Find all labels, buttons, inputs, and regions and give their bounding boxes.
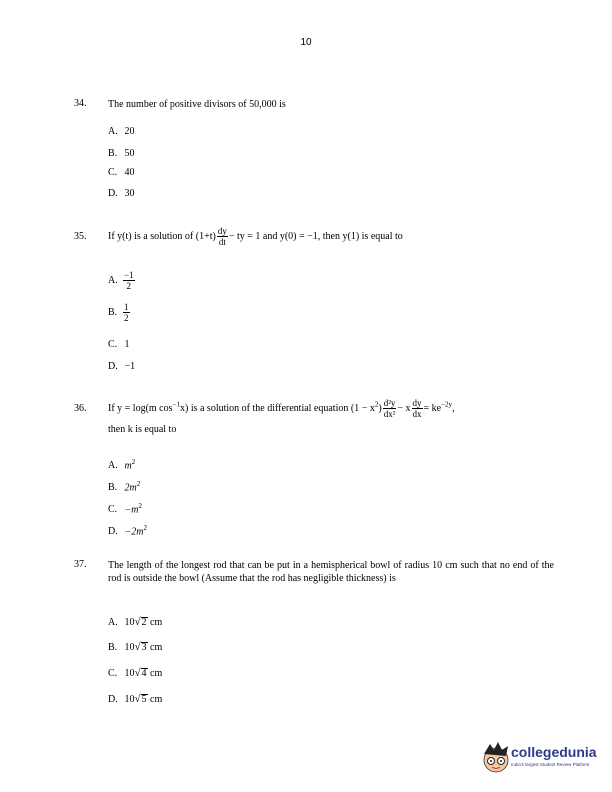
- option-a: [108, 270, 136, 291]
- option-a: [108, 616, 162, 628]
- fraction-numerator: d²y: [383, 398, 396, 408]
- fraction: [217, 226, 228, 247]
- option-b: [108, 302, 131, 323]
- radicand: 4: [141, 668, 147, 679]
- option-unit: cm: [150, 668, 163, 679]
- option-coefficient: 10: [124, 668, 135, 679]
- fraction: [123, 302, 130, 323]
- option-a: [108, 126, 135, 137]
- option-c: [108, 667, 162, 679]
- fraction-denominator: dx: [412, 409, 422, 419]
- question-text-part: If y = log(m cos: [108, 402, 173, 414]
- fraction-denominator: 2: [126, 281, 132, 291]
- option-label: D.: [108, 526, 118, 538]
- option-text: 40: [124, 167, 135, 178]
- radical-sign-icon: √: [134, 616, 141, 628]
- option-d: [108, 188, 135, 199]
- logo-tagline: India's largest Student Review Platform: [511, 762, 590, 767]
- fraction: [412, 398, 423, 419]
- option-text: 50: [124, 148, 135, 159]
- option-text: 1: [124, 339, 130, 350]
- superscript: 2: [143, 524, 147, 532]
- option-unit: cm: [150, 617, 163, 628]
- option-label: D.: [108, 361, 118, 372]
- question-text: [108, 398, 554, 419]
- question-text: The length of the longest rod that can be put in a hemispherical bowl of radius 10 cm such that no end of the rod is outside the bowl (Assume that the rod has negligible thickness) is: [108, 560, 554, 584]
- option-label: A.: [108, 126, 118, 137]
- option-label: B.: [108, 642, 118, 653]
- option-unit: cm: [150, 642, 163, 653]
- option-coefficient: 10: [124, 694, 135, 705]
- fraction-denominator: dx²: [383, 409, 396, 419]
- superscript: 2: [374, 400, 379, 409]
- option-label: D.: [108, 188, 118, 199]
- question-text-part: ): [378, 402, 382, 414]
- question-34: [74, 98, 554, 111]
- question-text-part: − x: [397, 402, 411, 414]
- option-coefficient: 10: [124, 642, 135, 653]
- fraction-numerator: dy: [412, 398, 422, 408]
- fraction: [383, 398, 397, 419]
- question-text-part: x) is a solution of the differential equation (1 − x: [179, 402, 375, 414]
- option-b: [108, 641, 162, 653]
- superscript: 2: [131, 458, 136, 466]
- option-c: [108, 339, 130, 350]
- question-text-part: ,: [452, 402, 455, 414]
- option-d: [108, 361, 135, 372]
- superscript: −2y: [441, 400, 453, 409]
- question-number: 35.: [74, 231, 87, 242]
- radicand: 2: [141, 617, 147, 628]
- option-label: A.: [108, 460, 118, 472]
- fraction-denominator: 2: [124, 313, 129, 323]
- radicand: 5: [141, 694, 147, 705]
- option-label: B.: [108, 482, 118, 494]
- radical-sign-icon: √: [134, 693, 141, 705]
- fraction-denominator: dt: [218, 237, 226, 247]
- option-b: [108, 480, 140, 493]
- superscript: 2: [136, 480, 141, 488]
- option-label: A.: [108, 617, 118, 628]
- option-text: 2m: [124, 482, 137, 494]
- option-text: −2m: [124, 526, 144, 538]
- radical-sign-icon: √: [134, 667, 141, 679]
- option-c: [108, 502, 142, 515]
- question-number: 34.: [74, 98, 87, 109]
- option-text: m: [124, 460, 132, 472]
- fraction-numerator: 1: [124, 302, 129, 312]
- option-c: [108, 167, 135, 178]
- question-37: [74, 559, 554, 585]
- option-d: [108, 693, 162, 705]
- question-text-part: − ty = 1 and y(0) = −1, then y(1) is equal to: [228, 230, 403, 242]
- superscript: 2: [138, 502, 142, 510]
- option-text: 30: [124, 188, 135, 199]
- option-label: C.: [108, 668, 118, 679]
- question-text-line2: then k is equal to: [108, 424, 177, 435]
- question-36: [74, 398, 554, 436]
- radical-sign-icon: √: [134, 641, 141, 653]
- question-text: The number of positive divisors of 50,000 is: [108, 99, 286, 110]
- option-label: C.: [108, 167, 118, 178]
- question-text-part: If y(t) is a solution of (1+t): [108, 230, 216, 242]
- question-number: 37.: [74, 559, 87, 570]
- option-text: 20: [124, 126, 135, 137]
- superscript: −1: [172, 400, 180, 409]
- option-coefficient: 10: [124, 617, 135, 628]
- question-35: [74, 226, 554, 247]
- option-unit: cm: [150, 694, 163, 705]
- option-text: −1: [124, 361, 136, 372]
- question-text-part: = ke: [423, 402, 442, 414]
- radicand: 3: [141, 642, 147, 653]
- option-a: [108, 458, 135, 471]
- option-label: B.: [108, 148, 118, 159]
- option-label: C.: [108, 504, 118, 516]
- option-b: [108, 148, 135, 159]
- question-text: [108, 226, 554, 247]
- option-label: C.: [108, 339, 118, 350]
- fraction: [123, 270, 135, 291]
- option-label: B.: [108, 306, 118, 318]
- logo-wordmark: collegedunia: [511, 744, 597, 760]
- fraction-numerator: dy: [217, 226, 227, 236]
- option-label: D.: [108, 694, 118, 705]
- fraction-numerator: −1: [124, 270, 134, 280]
- option-d: [108, 524, 147, 537]
- question-number: 36.: [74, 403, 87, 414]
- page-number: 10: [300, 37, 312, 48]
- option-label: A.: [108, 274, 118, 286]
- option-text: −m: [124, 504, 139, 516]
